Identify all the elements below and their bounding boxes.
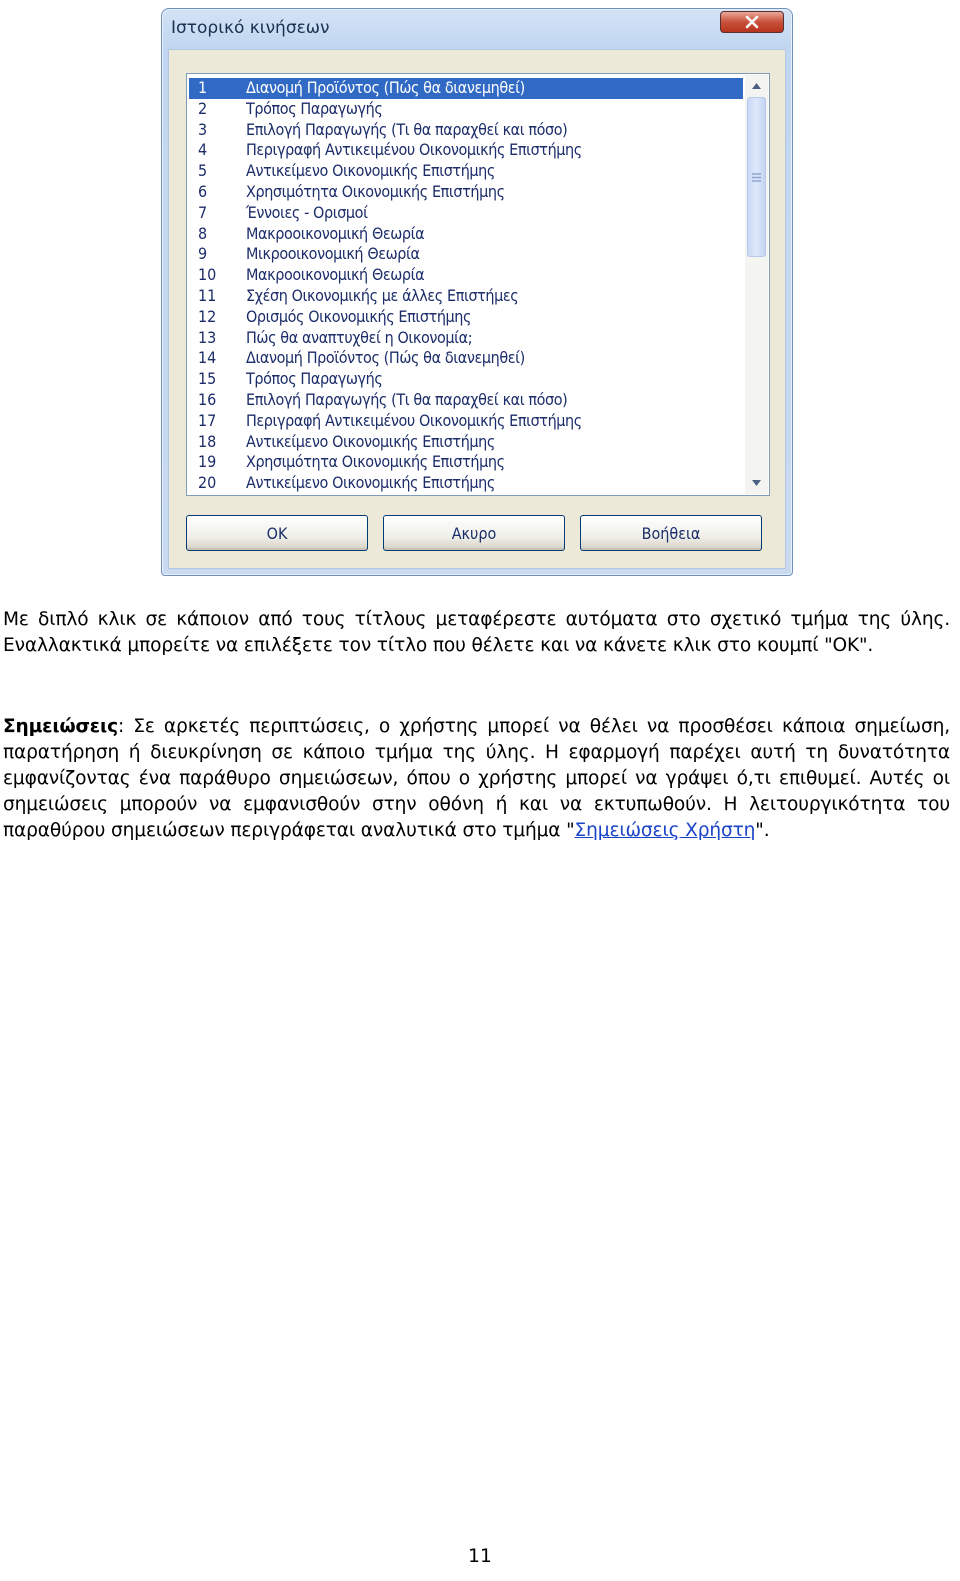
list-item-number: 9 — [198, 244, 208, 264]
scroll-up-button[interactable] — [747, 77, 766, 95]
list-item-title: Αντικείμενο Οικονομικής Επιστήμης — [246, 431, 495, 451]
history-list-item[interactable] — [189, 452, 743, 473]
list-item-title: Τρόπος Παραγωγής — [246, 98, 383, 118]
history-list-item[interactable] — [189, 473, 743, 494]
list-item-title: Μικροοικονομική Θεωρία — [246, 244, 420, 264]
instructions-paragraph: Με διπλό κλικ σε κάποιον από τους τίτλους μεταφέρεστε αυτόματα στο σχετικό τμήμα της ύλης. Εναλλακτικά μπορείτε να επιλέξετε τον τίτλο που θέλετε και να κάνετε κλικ στο κουμπί "OK". — [3, 609, 950, 656]
history-list-item[interactable] — [189, 78, 743, 99]
list-item-title: Τρόπος Παραγωγής — [246, 369, 383, 389]
history-list-item[interactable] — [189, 411, 743, 432]
list-item-title: Σχέση Οικονομικής με άλλες Επιστήμες — [246, 285, 519, 305]
close-icon — [744, 15, 760, 29]
list-item-title: Περιγραφή Αντικειμένου Οικονομικής Επιστήμης — [246, 140, 582, 160]
dialog-title: Ιστορικό κινήσεων — [171, 18, 330, 38]
list-item-number: 15 — [198, 369, 217, 389]
history-list-item[interactable] — [189, 161, 743, 182]
history-list-item[interactable] — [189, 265, 743, 286]
list-item-number: 18 — [198, 431, 217, 451]
arrow-down-icon — [752, 480, 761, 486]
list-item-title: Αντικείμενο Οικονομικής Επιστήμης — [246, 161, 495, 181]
list-item-title: Μακροοικονομική Θεωρία — [246, 223, 425, 243]
arrow-up-icon — [752, 83, 761, 89]
list-item-number: 14 — [198, 348, 217, 368]
scroll-down-button[interactable] — [747, 474, 766, 492]
list-item-title: Χρησιμότητα Οικονομικής Επιστήμης — [246, 181, 505, 201]
list-item-title: Περιγραφή Αντικειμένου Οικονομικής Επιστήμης — [246, 410, 582, 430]
ok-button[interactable]: OK — [186, 515, 368, 551]
dialog-titlebar[interactable] — [162, 9, 792, 49]
list-item-number: 3 — [198, 119, 208, 139]
list-item-number: 10 — [198, 265, 217, 285]
list-item-title: Χρησιμότητα Οικονομικής Επιστήμης — [246, 452, 505, 472]
history-list-item[interactable] — [189, 390, 743, 411]
history-list-item[interactable] — [189, 99, 743, 120]
list-item-number: 17 — [198, 410, 217, 430]
list-item-number: 4 — [198, 140, 208, 160]
cancel-button[interactable]: Ακυρο — [383, 515, 565, 551]
list-item-number: 19 — [198, 452, 217, 472]
history-list-item[interactable] — [189, 286, 743, 307]
history-list-item[interactable] — [189, 140, 743, 161]
page-number: 11 — [468, 1546, 492, 1567]
notes-label: Σημειώσεις — [3, 716, 118, 737]
list-item-number: 7 — [198, 202, 208, 222]
list-item-title: Ορισμός Οικονομικής Επιστήμης — [246, 306, 472, 326]
history-list-item[interactable] — [189, 244, 743, 265]
list-item-title: Διανομή Προϊόντος (Πώς θα διανεμηθεί) — [246, 348, 525, 368]
list-item-title: Έννοιες - Ορισμοί — [246, 202, 368, 222]
list-item-number: 12 — [198, 306, 217, 326]
list-item-number: 8 — [198, 223, 208, 243]
list-item-title: Διανομή Προϊόντος (Πώς θα διανεμηθεί) — [246, 78, 525, 97]
history-list-item[interactable] — [189, 203, 743, 224]
list-item-number: 13 — [198, 327, 217, 347]
vertical-scrollbar[interactable] — [745, 75, 768, 494]
list-item-title: Αντικείμενο Οικονομικής Επιστήμης — [246, 473, 495, 493]
history-list-item[interactable] — [189, 182, 743, 203]
list-item-number: 16 — [198, 389, 217, 409]
list-item-number: 5 — [198, 161, 208, 181]
dialog-body — [168, 49, 786, 569]
notes-paragraph — [3, 714, 950, 844]
history-list — [189, 78, 743, 494]
history-list-item[interactable] — [189, 432, 743, 453]
list-item-number: 11 — [198, 285, 217, 305]
list-item-title: Επιλογή Παραγωγής (Τι θα παραχθεί και πόσο) — [246, 389, 568, 409]
history-listbox[interactable] — [186, 73, 770, 496]
history-dialog — [161, 8, 793, 576]
list-item-number: 1 — [198, 78, 208, 97]
list-item-title: Μακροοικονομική Θεωρία — [246, 265, 425, 285]
help-button[interactable]: Βοήθεια — [580, 515, 762, 551]
scrollbar-thumb[interactable] — [747, 97, 766, 257]
notes-text: : Σε αρκετές περιπτώσεις, ο χρήστης μπορεί να θέλει να προσθέσει κάποια σημείωση, παρατήρηση ή διευκρίνηση σε κάποιο τμήμα της ύλης. Η εφαρμογή παρέχει αυτή τη δυνατότητα εμφανίζοντας ένα παράθυρο σημειώσεων, όπου ο χρήστης μπορεί να γράψει ό,τι επιθυμεί. Αυτές οι σημειώσεις μπορούν να εμφανισθούν στην οθόνη ή και να εκτυπωθούν. Η λειτουργικότητα του παραθύρου σημειώσεων περιγράφεται αναλυτικά στο τμήμα " — [3, 716, 950, 841]
list-item-number: 6 — [198, 181, 208, 201]
notes-text-end: ". — [755, 820, 770, 841]
history-list-item[interactable] — [189, 120, 743, 141]
history-list-item[interactable] — [189, 307, 743, 328]
list-item-title: Επιλογή Παραγωγής (Τι θα παραχθεί και πόσο) — [246, 119, 568, 139]
close-button[interactable] — [720, 11, 784, 33]
grip-icon — [752, 173, 761, 182]
user-notes-link[interactable]: Σημειώσεις Χρήστη — [574, 820, 756, 841]
list-item-number: 2 — [198, 98, 208, 118]
list-item-title: Πώς θα αναπτυχθεί η Οικονομία; — [246, 327, 473, 347]
history-list-item[interactable] — [189, 348, 743, 369]
history-list-item[interactable] — [189, 369, 743, 390]
list-item-number: 20 — [198, 473, 217, 493]
history-list-item[interactable] — [189, 224, 743, 245]
history-list-item[interactable] — [189, 328, 743, 349]
